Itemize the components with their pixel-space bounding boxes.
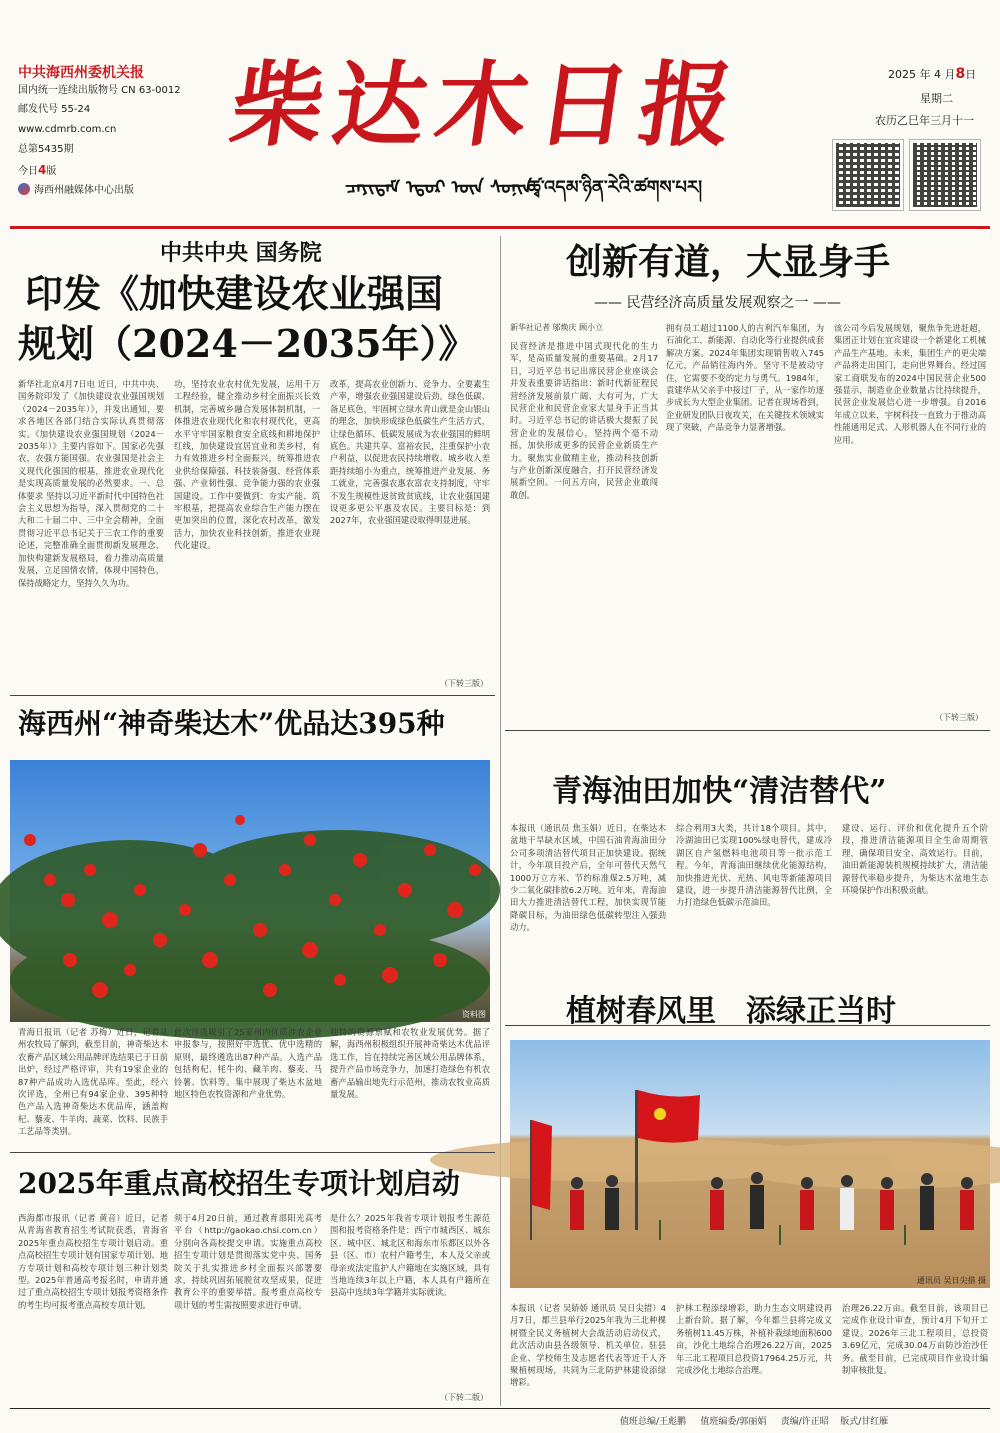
article1-column: 功，坚持农业农村优先发展，运用千万工程经验，健全推动乡村全面振兴长效机制，完善城乡融合发展体制机制，一体推进农业现代化和农村现代化，更高水平守牢国家粮食安全底线和耕地保护红线，加快建设宜居宜业和美乡村，有力有效推进乡村全面振兴，统筹推进农业供给保障强、科技装备强、经营体系强、产业韧性强、竞争能力强的农业强国建设。工作中要做到：夯实产能、筑牢根基，把提高农业综合生产能力摆在更加突出的位置，深化农村改革，激发活力，加快农业科技创新，推进农业现代化建设。 bbox=[174, 379, 320, 551]
article2-subtitle: —— 民营经济高质量发展观察之一 —— bbox=[594, 295, 841, 311]
article1-kicker: 中共中央 国务院 bbox=[160, 241, 322, 266]
article1-column: 改革，提高农业创新力、竞争力、全要素生产率，增强农业强国建设后劲。绿色低碳、备足底色，牢固树立绿水青山就是金山银山的理念，加快形成绿色低碳生产生活方式，让绿色循环、低碳发展成为农业强国的鲜明底色。共建共享、富裕农民，注重保护小农户利益，以促进农民持续增收、城乡收入差距持续缩小为重点，统筹推进产业发展、务工就业，完善强农惠农富农支持制度，守牢不发生规模性返贫致贫底线，让农业强国建设更多更公平惠及农民。主要目标是：到2027年，农业强国建设取得明显进展。 bbox=[330, 379, 490, 526]
section-divider bbox=[10, 695, 495, 696]
issue-number: 总第5435期 bbox=[18, 144, 74, 155]
date-day: 8 bbox=[955, 66, 966, 82]
article4-title: 青海油田加快“清洁替代” bbox=[552, 774, 887, 809]
pages-suffix: 版 bbox=[46, 166, 57, 177]
goji-berry-photo bbox=[10, 760, 490, 1022]
article5-column: 治理26.22万亩。截至目前，该项目已完成作业设计审查，预计4月下旬开工建设。2026年三北工程项目，总投资3.69亿元，完成30.04万亩防沙治沙任务。截至目前，已完成项目作业设计编制审核批复。 bbox=[842, 1303, 988, 1376]
article2-title: 创新有道，大显身手 bbox=[566, 241, 891, 283]
article4-column: 综合利用3大类，共计18个项目。其中，冷湖油田已实现100%绿电替代，建成冷湖区自产氢燃料电池项目等一批示范工程。今年，青海油田继续优化能源结构，加快推进光伏、光热、风电等新能源项目建设，进一步提升清洁能源替代比例，全力打造绿色低碳示范油田。 bbox=[676, 823, 832, 908]
article2-column: 民营经济是推进中国式现代化的生力军，是高质量发展的重要基础。2月17日，习近平总书记出席民营企业座谈会并发表重要讲话指出：新时代新征程民营经济发展前景广阔、大有可为，广大民营企业和民营企业家大显身手正当其时。习近平总书记的讲话极大提振了民营企业的发展信心，坚持两个毫不动摇，加快形成更多的民营企业新质生产力。聚焦实业做精主业，推动科技创新与产业创新深度融合，打开民营经济发展新空间。一问五方向，民营企业敢闯敢创。 bbox=[510, 341, 658, 500]
media-center-label: 海西州融媒体中心出版 bbox=[34, 185, 134, 196]
article3-column: 独特的资源禀赋和农牧业发展优势。据了解，海西州积极组织开展神奇柴达木优品评选工作，旨在持续完善区域公用品牌体系，提升产品市场竞争力，加速打造绿色有机农畜产品输出地先行示范州，推动农牧业高质量发展。 bbox=[330, 1027, 490, 1100]
article1-title-line1: 印发《加快建设农业强国 bbox=[25, 271, 444, 316]
article5-title: 植树春风里 添绿正当时 bbox=[566, 994, 896, 1029]
masthead bbox=[0, 0, 1000, 232]
article6-column: 须于4月20日前，通过教育部阳光高考平台（http://gaokao.chsi.com.cn）分别向各高校提交申请。实施重点高校招生专项计划是贯彻落实党中央、国务院关于扎实推进乡村全面振兴部署要求，持续巩固拓展脱贫攻坚成果，促进教育公平的重要举措。报考重点高校专项计划的考生需按照要求进行申请。 bbox=[174, 1213, 322, 1310]
qr-code-icon[interactable] bbox=[910, 140, 980, 210]
article3-column: 此次评选吸引了25家州内优质涉农企业申报参与，按照好中选优、优中选精的原则，最终遴选出87种产品。入选产品包括枸杞、牦牛肉、藏羊肉、藜麦、马铃薯、饮料等。集中展现了柴达木盆地地区特色农牧资源和产业优势。 bbox=[174, 1027, 322, 1100]
newspaper-title: 柴达木日报 bbox=[224, 51, 750, 159]
mongolian-title: ᠴᠠᠶᠢᠳᠠᠮ ᠡᠳᠦᠷ ᠦᠨ ᠰᠣᠨᠢᠨ bbox=[345, 177, 532, 198]
website-link[interactable]: www.cdmrb.com.cn bbox=[18, 124, 117, 135]
footer-duty-editor: 值班编委/郭丽娟 bbox=[700, 1417, 767, 1427]
masthead-divider bbox=[10, 226, 990, 229]
media-center bbox=[18, 183, 134, 198]
footer-responsible-editor: 责编/许正昭 bbox=[780, 1417, 829, 1427]
date-suffix: 日 bbox=[965, 68, 977, 81]
article2-column: 拥有员工超过1100人的吉利汽车集团，为石油化工、新能源、自动化等行业提供成套解决方案。2024年集团实现销售收入745亿元，产品销往海内外。坚守不是被动守住，它需要不变的定力与勇气。1984年，袁建华从父亲手中接过厂子，从一家作坊逐步成长为大型企业集团。记者在现场看到，企业研发团队日夜攻关，在关键技术领域实现了突破，产品竞争力显著增强。 bbox=[666, 323, 824, 433]
qr-code-icon[interactable] bbox=[833, 140, 903, 210]
photo-credit: 通讯员 吴日尖措 摄 bbox=[916, 1276, 986, 1285]
footer-divider bbox=[10, 1408, 990, 1409]
section-divider bbox=[505, 730, 990, 731]
article6-title: 2025年重点高校招生专项计划启动 bbox=[18, 1167, 460, 1200]
article2-column: 该公司今后发展规划，聚焦争先进赶超，集团正计划在宜宾建设一个新建化工机械产品生产基地。未来，集团生产的更尖端产品将走出国门，走向世界舞台。经过国家工商联发布的2024中国民营企业500强显示，制造业企业数量占比持续提升，民营企业发展信心进一步增强。自2016年成立以来，宇树科技一直致力于推动高性能通用足式、人形机器人在不同行业的应用。 bbox=[834, 323, 986, 445]
article1-continued: （下转三版） bbox=[440, 679, 488, 688]
photo-credit: 资料图 bbox=[462, 1010, 486, 1019]
pages-prefix: 今日 bbox=[18, 166, 38, 177]
article3-title: 海西州“神奇柴达木”优品达395种 bbox=[18, 707, 445, 740]
column-divider bbox=[500, 236, 501, 1406]
footer-layout-editor: 版式/甘红雁 bbox=[840, 1417, 889, 1427]
tree-planting-graphic bbox=[510, 1040, 990, 1288]
weekday: 星期二 bbox=[920, 92, 953, 105]
pages-number: 4 bbox=[38, 163, 47, 177]
article6-column: 西海都市报讯（记者 黄音）近日，记者从青海省教育招生考试院获悉，青海省2025年重点高校招生专项计划启动。重点高校招生专项计划有国家专项计划、地方专项计划和高校专项计划三种计划类型。2025年普通高考报名时，申请并通过了重点高校招生专项计划报考资格条件的考生均可报考重点高校专项计划。 bbox=[18, 1213, 168, 1310]
article1-title-line2: 规划（2024－2035年）》 bbox=[18, 321, 477, 366]
article4-column: 本报讯（通讯员 焦玉娟）近日，在柴达木盆地干旱缺水区域，中国石油青海油田分公司多项清洁替代项目正加快建设。据统计，今年项目投产后，全年可替代天然气1000万立方米、节约标准煤2.5万吨，减少二氧化碳排放6.2万吨。近年来，青海油田大力推进清洁替代工程，加快实现节能降碳目标，为油田绿色低碳转型注入强劲动力。 bbox=[510, 823, 666, 933]
tibetan-title: ཚྭ་འདམ་ཉིན་རེའི་ཚགས་པར། bbox=[528, 177, 703, 198]
article1-column: 新华社北京4月7日电 近日，中共中央、国务院印发了《加快建设农业强国规划（2024－2035年）》，并发出通知，要求各地区各部门结合实际认真贯彻落实。《加快建设农业强国规划（2024－2035年）》主要内容如下。国家必先强农，农强方能国强。农业强国是社会主义现代化强国的根基，推进农业现代化是实现高质量发展的必然要求。一、总体要求 坚持以习近平新时代中国特色社会主义思想为指导，深入贯彻党的二十大和二十届二中、三中全会精神，全面贯彻习近平总书记关于三农工作的重要论述，完整准确全面贯彻新发展理念，加快构建新发展格局，着力推动高质量发展，立足国情农情，体现中国特色，保持战略定力，坚持久久为功。 bbox=[18, 379, 164, 588]
date-prefix: 2025 年 4 月 bbox=[888, 68, 956, 81]
issue-date bbox=[888, 66, 976, 82]
article4-column: 建设、运行、评价和优化提升五个阶段，推进清洁能源项目全生命周期管理，确保项目安全、高效运行。目前，油田新能源装机规模持续扩大，清洁能源替代率稳步提升，为柴达木盆地生态环境保护作出积极贡献。 bbox=[842, 823, 988, 896]
article6-column: 是什么？2025年我省专项计划报考生源范围和报考资格条件是：西宁市城西区、城东区、城中区、城北区和海东市乐都区以外各县（区、市）农村户籍考生，本人及父亲或母亲或法定监护人户籍地在实施区域，具有当地连续3年以上户籍，本人具有户籍所在县高中连续3年学籍并实际就读。 bbox=[330, 1213, 490, 1298]
section-divider bbox=[10, 1152, 495, 1153]
lunar-date: 农历乙巳年三月十一 bbox=[875, 114, 974, 127]
article6-continued: （下转二版） bbox=[440, 1393, 488, 1402]
postal-code: 邮发代号 55-24 bbox=[18, 104, 91, 115]
article5-column: 本报讯（记者 吴娇娇 通讯员 吴日尖措）4月7日，都兰县举行2025年我为三北种棵树暨全民义务植树大会战活动启动仪式，此次活动由县各级领导、机关单位、驻县企业、学校师生及志愿者代表等近千人齐聚植树现场，共同为三北防护林建设添绿增彩。 bbox=[510, 1303, 666, 1388]
article2-continued: （下转三版） bbox=[935, 713, 983, 722]
article2-byline: 新华社记者 邬焕庆 顾小立 bbox=[510, 323, 604, 332]
article3-column: 青海日报讯（记者 苏梅）近日，记者从州农牧局了解到，截至目前，神奇柴达木农畜产品区域公用品牌评选结果已于日前出炉，经过严格评审，共有19家企业的87种产品成功入选优品库。至此，经六次评选，全州已有94家企业、395种特色产品入选神奇柴达木优品库，涵盖枸杞、藜麦、牛羊肉、蔬菜、饮料、民族手工艺品等类别。 bbox=[18, 1027, 168, 1137]
footer-chief-editor: 值班总编/王彪鹏 bbox=[620, 1417, 687, 1427]
article5-column: 护林工程添绿增彩，助力生态文明建设再上新台阶。据了解，今年都兰县将完成义务植树11.45万株，补植补栽绿地面积600亩，沙化土地综合治理26.22万亩，2025年三北工程项目总投资17964.25万元，共完成沙化土地综合治理。 bbox=[676, 1303, 832, 1376]
pages-count bbox=[18, 163, 56, 179]
issn-label: 国内统一连续出版物号 CN 63-0012 bbox=[18, 85, 181, 96]
tree-planting-photo bbox=[510, 1040, 990, 1288]
goji-branches-graphic bbox=[10, 760, 490, 1022]
footer-credits bbox=[620, 1414, 888, 1427]
media-logo-icon bbox=[18, 183, 30, 195]
publisher-label: 中共海西州委机关报 bbox=[18, 65, 144, 81]
